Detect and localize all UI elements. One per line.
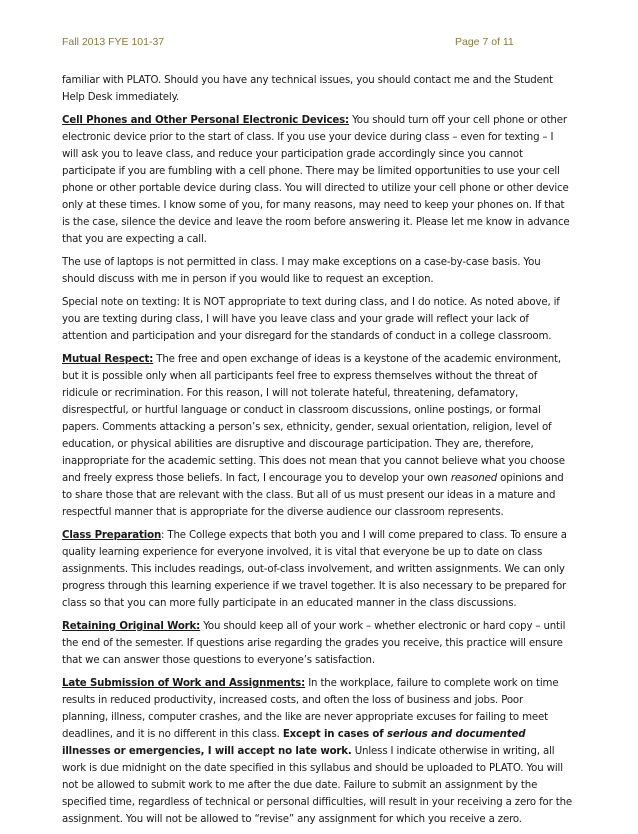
paragraph-late-submission (62, 675, 572, 828)
paragraph-text: opinions and to share those that are relevant with the class. But all of us must present our ideas in a mature and respectful manner that is appropriate for the diverse audience our classroom represents. (62, 473, 564, 518)
section-heading: Late Submission of Work and Assignments: (62, 678, 306, 689)
section-heading: Mutual Respect: (62, 354, 154, 365)
paragraph-text: : The College expects that both you and I will come prepared to class. To ensure a quality learning experience for everyone involved, it is vital that everyone be up to date on class assignments. This includes readings, out-of-class involvement, and written assignments. We can only progress through this learning experience if we travel together. It is also necessary to be prepared for class so that you can more fully participate in an educated manner in the class discussions. (62, 530, 567, 609)
paragraph-text: Special note on texting: It is NOT appropriate to text during class, and I do notice. As noted above, if you are texting during class, I will have you leave class and your grade will reflect your lack of attention and participation and your disregard for the standards of conduct in a college classroom. (62, 297, 560, 342)
paragraph-texting (62, 294, 572, 345)
paragraph-plato (62, 72, 572, 106)
section-heading: Retaining Original Work: (62, 621, 201, 632)
section-heading: Cell Phones and Other Personal Electronic Devices: (62, 115, 349, 126)
bold-text: illnesses or emergencies, I will accept no late work. (62, 746, 352, 757)
bold-text: Except in cases of (282, 729, 387, 740)
paragraph-text: In the workplace, failure to complete work on time results in reduced productivity, increased costs, and often the loss of business and jobs. Poor planning, illness, computer crashes, and the like are never appropriate excuses for failing to meet deadlines, and it is no different in this class. (62, 678, 559, 740)
paragraph-text: You should keep all of your work – whether electronic or hard copy – until the end of the semester. If questions arise regarding the grades you receive, this practice will ensure that we can answer those questions to everyone’s satisfaction. (62, 621, 566, 666)
paragraph-class-preparation (62, 527, 572, 612)
document-body (62, 72, 572, 834)
header-course: Fall 2013 FYE 101-37 (62, 36, 165, 48)
bold-italic-text: serious and documented (386, 729, 526, 740)
paragraph-text: familiar with PLATO. Should you have any technical issues, you should contact me and the Student Help Desk immediately. (62, 75, 553, 103)
paragraph-text: Unless I indicate otherwise in writing, all work is due midnight on the date specified in this syllabus and should be uploaded to PLATO. You will not be allowed to submit work to me after the due date. Failure to submit an assignment by the specified time, regardless of technical or personal difficulties, will result in your receiving a zero for the assignment. You will not be allowed to “revise” any assignment for which you receive a zero. (62, 746, 573, 825)
header-page-number: Page 7 of 11 (455, 36, 514, 48)
paragraph-cell-phones (62, 112, 572, 248)
paragraph-mutual-respect (62, 351, 572, 521)
paragraph-laptops (62, 254, 572, 288)
paragraph-text: The use of laptops is not permitted in class. I may make exceptions on a case-by-case basis. You should discuss with me in person if you would like to request an exception. (62, 257, 541, 285)
section-heading: Class Preparation (62, 530, 162, 541)
paragraph-text: The free and open exchange of ideas is a keystone of the academic environment, but it is possible only when all participants feel free to express themselves without the threat of ridicule or recrimination. For this reason, I will not tolerate hateful, threatening, defamatory, disrespectful, or hurtful language or conduct in classroom discussions, online postings, or formal papers. Comments attacking a person’s sex, ethnicity, gender, sexual orientation, religion, level of education, or physical abilities are disruptive and discourage participation. They are, therefore, inappropriate for the academic setting. This does not mean that you cannot believe what you choose and freely express those beliefs. In fact, I encourage you to develop your own (62, 354, 565, 484)
paragraph-retaining-work (62, 618, 572, 669)
italic-text: reasoned (450, 473, 498, 484)
paragraph-text: You should turn off your cell phone or other electronic device prior to the start of class. If you use your device during class – even for texting – I will ask you to leave class, and reduce your participation grade accordingly since you cannot participate if you are fumbling with a cell phone. There may be limited opportunities to use your cell phone or other portable device during class. You will directed to utilize your cell phone or other device only at these times. I know some of you, for many reasons, may need to keep your phones on. If that is the case, silence the device and leave the room before answering it. Please let me know in advance that you are expecting a call. (62, 115, 570, 245)
